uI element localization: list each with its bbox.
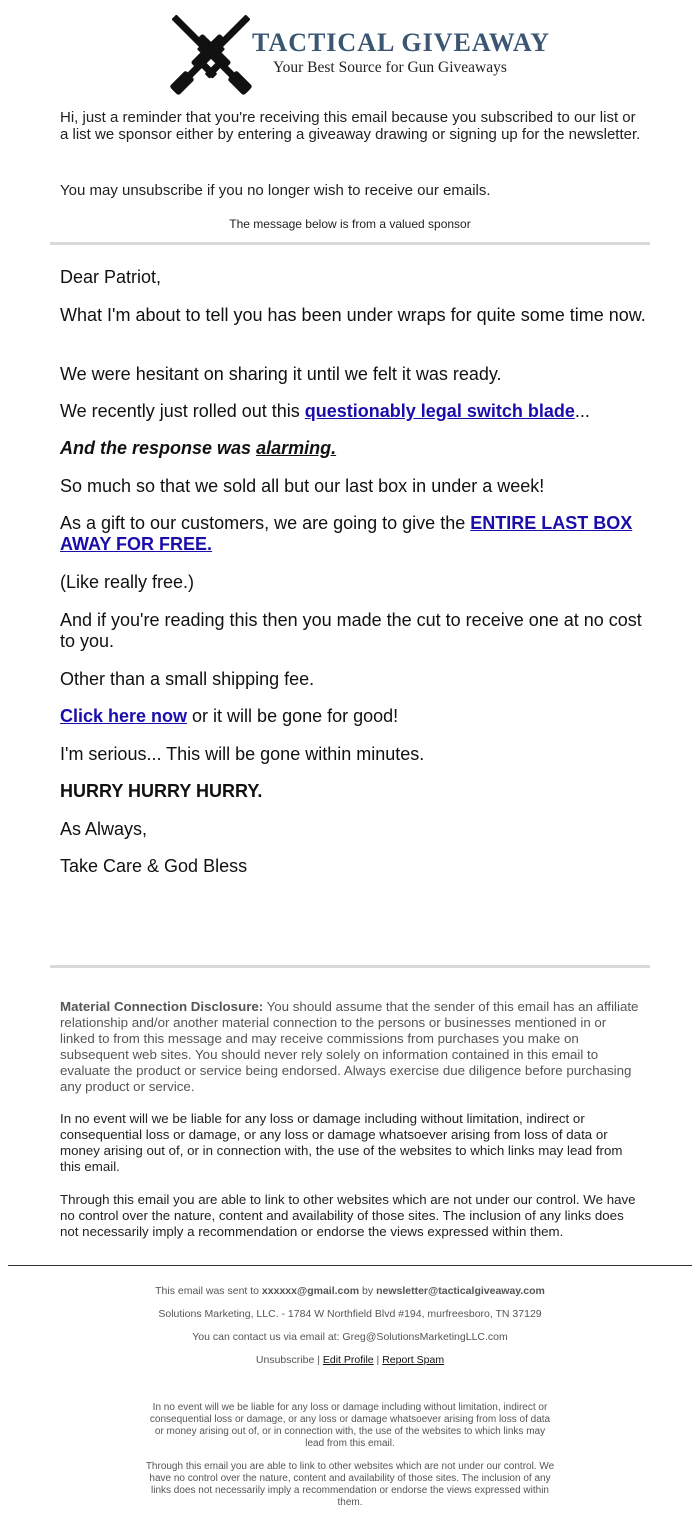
- contact-line: You can contact us via email at: Greg@SolutionsMarketingLLC.com: [192, 1331, 508, 1343]
- message-paragraph: I'm serious... This will be gone within minutes.: [60, 744, 425, 764]
- unsubscribe-line: You may unsubscribe if you no longer wish to receive our emails.: [60, 182, 491, 199]
- recipient-email: xxxxxx@gmail.com: [261, 1285, 360, 1297]
- message-emphasis: And the response was alarming.: [60, 438, 337, 458]
- sponsor-note: The message below is from a valued sponsor: [229, 217, 471, 231]
- footer-divider: [8, 1265, 692, 1266]
- message-paragraph: So much so that we sold all but our last box in under a week!: [60, 476, 545, 496]
- message-urgent: HURRY HURRY HURRY.: [60, 781, 263, 801]
- footer-liability: In no event will we be liable for any loss or damage including without limitation, indirect or consequential loss or damage, or any loss or damage whatsoever arising from loss of data or money arising out of, or in connection with, the use of the websites to which links may lead from this email.: [149, 1402, 551, 1449]
- footer-links: Unsubscribe | Edit Profile | Report Spam: [255, 1354, 445, 1366]
- logo-subtitle: Your Best Source for Gun Giveaways: [273, 59, 507, 76]
- greeting: Dear Patriot,: [60, 267, 162, 287]
- divider-top: [50, 242, 650, 245]
- divider-bottom: [50, 965, 650, 968]
- liability-disclaimer: In no event will we be liable for any loss or damage including without limitation, indirect or consequential loss or damage, or any loss or damage whatsoever arising from loss of data or money arising out of, or in connection with, the use of the websites to which links may lead from this email.: [60, 1111, 623, 1174]
- material-disclosure: Material Connection Disclosure: You should assume that the sender of this email has an affiliate relationship and/or another material connection to the persons or businesses mentioned in or linked to from this message and may receive commissions from purchases you make on subsequent web sites. You should never rely solely on information contained in this email to evaluate the product or service being endorsed. Always exercise due diligence before purchasing any product or service.: [60, 999, 639, 1094]
- logo-title: TACTICAL GIVEAWAY: [252, 28, 551, 57]
- click-here-link[interactable]: Click here now: [60, 706, 188, 726]
- footer-links-disclaimer: Through this email you are able to link to other websites which are not under our control. We have no control over the nature, content and availability of those sites. The inclusion of any links does not necessarily imply a recommendation or endorse the views expressed within them.: [145, 1461, 555, 1508]
- message-paragraph: (Like really free.): [60, 572, 195, 592]
- free-box-link[interactable]: ENTIRE LAST BOX AWAY FOR FREE.: [60, 513, 633, 554]
- message-paragraph: And if you're reading this then you made the cut to receive one at no cost to you.: [60, 610, 642, 651]
- message-paragraph: As Always,: [60, 819, 148, 839]
- message-paragraph: What I'm about to tell you has been under wraps for quite some time now.: [60, 305, 646, 325]
- message-paragraph: Other than a small shipping fee.: [60, 669, 315, 689]
- message-paragraph: Click here now or it will be gone for good!: [60, 706, 399, 726]
- message-signoff: Take Care & God Bless: [60, 856, 248, 876]
- sent-to-line: This email was sent to xxxxxx@gmail.com by newsletter@tacticalgiveaway.com: [155, 1285, 545, 1297]
- edit-profile-link[interactable]: Edit Profile: [322, 1354, 374, 1366]
- company-address: Solutions Marketing, LLC. - 1784 W Northfield Blvd #194, murfreesboro, TN 37129: [158, 1308, 542, 1320]
- external-links-disclaimer: Through this email you are able to link to other websites which are not under our control. We have no control over the nature, content and availability of those sites. The inclusion of any links does not necessarily imply a recommendation or endorse the views expressed within them.: [60, 1192, 636, 1239]
- switch-blade-link[interactable]: questionably legal switch blade: [304, 401, 575, 421]
- message-paragraph: As a gift to our customers, we are going to give the ENTIRE LAST BOX AWAY FOR FREE.: [60, 513, 633, 554]
- disclosure-heading: Material Connection Disclosure:: [60, 999, 264, 1014]
- sender-email: newsletter@tacticalgiveaway.com: [376, 1285, 545, 1297]
- intro-section: [60, 109, 645, 199]
- report-spam-link[interactable]: Report Spam: [382, 1354, 445, 1366]
- message-paragraph: We were hesitant on sharing it until we felt it was ready.: [60, 364, 502, 384]
- crossed-rifles-icon: [156, 8, 266, 100]
- brand-logo[interactable]: [156, 8, 556, 100]
- subscription-reminder: Hi, just a reminder that you're receiving this email because you subscribed to our list or a list we sponsor either by entering a giveaway drawing or signing up for the newsletter.: [60, 109, 641, 143]
- unsubscribe-link[interactable]: unsubscribe: [122, 182, 203, 199]
- footer-unsubscribe[interactable]: Unsubscribe: [255, 1354, 315, 1366]
- message-paragraph: We recently just rolled out this questionably legal switch blade...: [60, 401, 590, 421]
